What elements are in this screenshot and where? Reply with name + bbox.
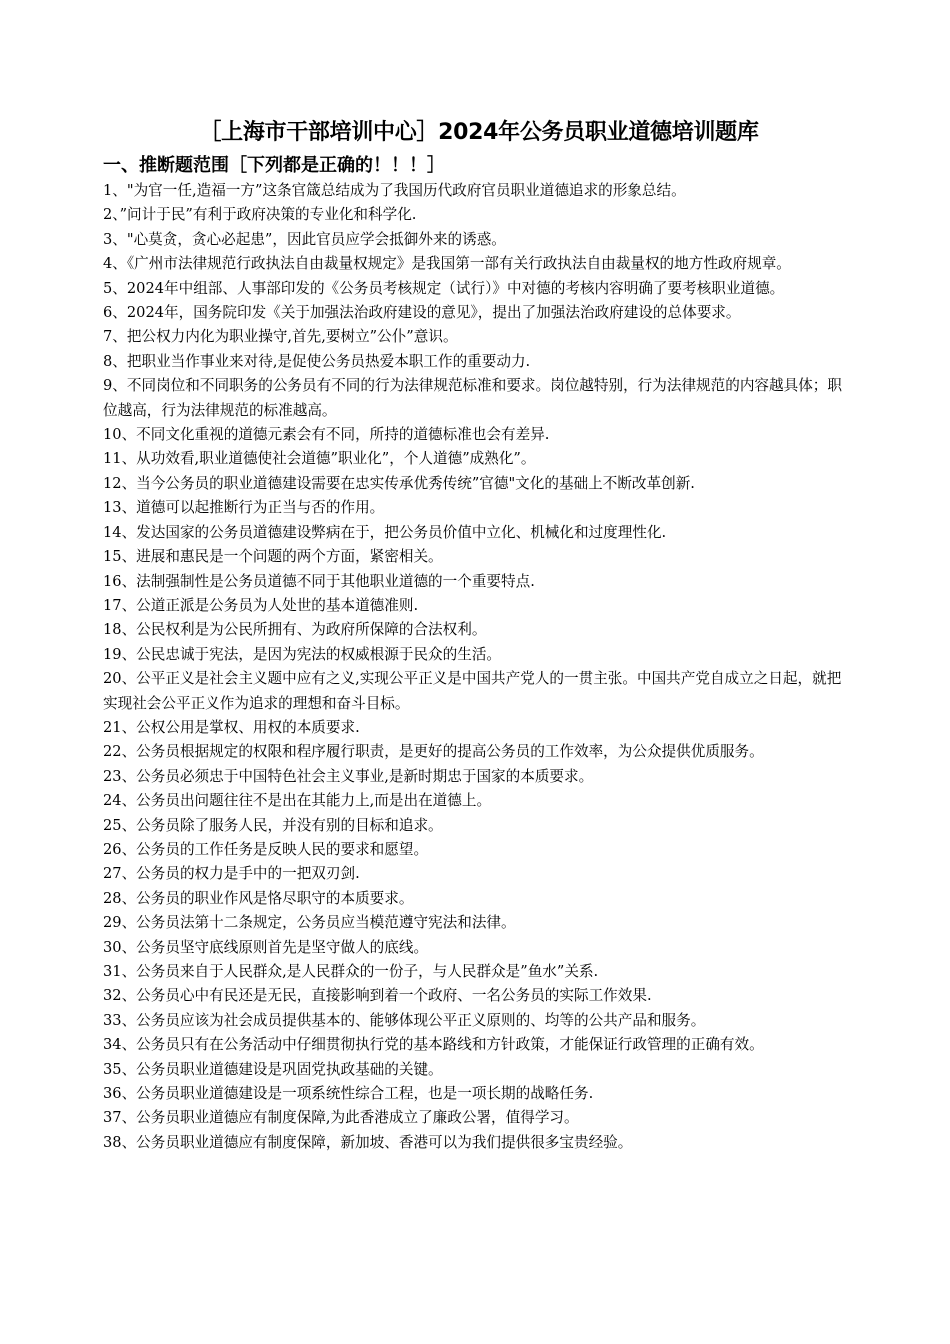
question-item: 17、公道正派是公务员为人处世的基本道德准则.: [103, 596, 419, 614]
document-title: ［上海市干部培训中心］2024年公务员职业道德培训题库: [199, 120, 759, 145]
question-item: 7、把公权力内化为职业操守,首先,要树立”公仆”意识。: [103, 328, 458, 346]
question-item: 4、《广州市法律规范行政执法自由裁量权规定》是我国第一部有关行政执法自由裁量权的地方性政府规章。: [103, 255, 791, 273]
question-item: 20、公平正义是社会主义题中应有之义,实现公平正义是中国共产党人的一贯主张。中国共产党自成立之日起，就把实现社会公平正义作为追求的理想和奋斗目标。: [103, 670, 842, 712]
question-item: 29、公务员法第十二条规定，公务员应当模范遵守宪法和法律。: [103, 914, 516, 932]
question-item: 26、公务员的工作任务是反映人民的要求和愿望。: [103, 840, 429, 858]
question-item: 30、公务员坚守底线原则首先是坚守做人的底线。: [103, 938, 429, 956]
question-item: 38、公务员职业道德应有制度保障，新加坡、香港可以为我们提供很多宝贵经验。: [103, 1133, 633, 1151]
question-list: [103, 179, 855, 1155]
question-item: 21、公权公用是掌权、用权的本质要求.: [103, 718, 360, 736]
question-item: 12、当今公务员的职业道德建设需要在忠实传承优秀传统”官德"文化的基础上不断改革创新.: [103, 474, 695, 492]
question-item: 13、道德可以起推断行为正当与否的作用。: [103, 499, 385, 517]
question-item: 19、公民忠诚于宪法，是因为宪法的权威根源于民众的生活。: [103, 645, 502, 663]
question-item: 10、不同文化重视的道德元素会有不同，所持的道德标准也会有差异.: [103, 426, 550, 444]
question-item: 11、从功效看,职业道德使社会道德”职业化”，个人道德”成熟化”。: [103, 450, 536, 468]
question-item: 34、公务员只有在公务活动中仔细贯彻执行党的基本路线和方针政策，才能保证行政管理的正确有效。: [103, 1036, 764, 1054]
question-item: 16、法制强制性是公务员道德不同于其他职业道德的一个重要特点.: [103, 572, 535, 590]
question-item: 36、公务员职业道德建设是一项系统性综合工程，也是一项长期的战略任务.: [103, 1085, 594, 1103]
question-item: 14、发达国家的公务员道德建设弊病在于，把公务员价值中立化、机械化和过度理性化.: [103, 523, 667, 541]
question-item: 37、公务员职业道德应有制度保障,为此香港成立了廉政公署，值得学习。: [103, 1109, 579, 1127]
question-item: 23、公务员必须忠于中国特色社会主义事业,是新时期忠于国家的本质要求。: [103, 767, 594, 785]
question-item: 15、进展和惠民是一个问题的两个方面，紧密相关。: [103, 548, 443, 566]
question-item: 8、把职业当作事业来对待,是促使公务员热爱本职工作的重要动力.: [103, 352, 531, 370]
question-item: 18、公民权利是为公民所拥有、为政府所保障的合法权利。: [103, 621, 487, 639]
question-item: 33、公务员应该为社会成员提供基本的、能够体现公平正义原则的、均等的公共产品和服务。: [103, 1011, 706, 1029]
question-item: 28、公务员的职业作风是恪尽职守的本质要求。: [103, 889, 414, 907]
question-item: 9、不同岗位和不同职务的公务员有不同的行为法律规范标准和要求。岗位越特别，行为法律规范的内容越具体；职位越高，行为法律规范的标准越高。: [103, 377, 842, 419]
document-page: [103, 118, 855, 1155]
question-item: 25、公务员除了服务人民，并没有别的目标和追求。: [103, 816, 443, 834]
question-item: 31、公务员来自于人民群众,是人民群众的一份子，与人民群众是”鱼水”关系.: [103, 963, 599, 980]
question-item: 3、"心莫贪，贪心必起患”，因此官员应学会抵御外来的诱惑。: [103, 230, 506, 248]
section-heading: 一、推断题范围［下列都是正确的！！！］: [103, 155, 445, 176]
question-item: 2、”问计于民”有利于政府决策的专业化和科学化.: [103, 206, 417, 224]
question-item: 1、"为官一任,造福一方”这条官箴总结成为了我国历代政府官员职业道德追求的形象总结。: [103, 182, 686, 199]
question-item: 6、2024年，国务院印发《关于加强法治政府建设的意见》，提出了加强法治政府建设的总体要求。: [103, 304, 741, 322]
question-item: 32、公务员心中有民还是无民，直接影响到着一个政府、一名公务员的实际工作效果.: [103, 987, 652, 1005]
question-item: 24、公务员出问题往往不是出在其能力上,而是出在道德上。: [103, 792, 492, 810]
question-item: 22、公务员根据规定的权限和程序履行职责，是更好的提高公务员的工作效率，为公众提供优质服务。: [103, 743, 764, 761]
question-item: 5、2024年中组部、人事部印发的《公务员考核规定（试行）》中对德的考核内容明确了要考核职业道德。: [103, 279, 785, 297]
question-item: 35、公务员职业道德建设是巩固党执政基础的关键。: [103, 1060, 443, 1078]
question-item: 27、公务员的权力是手中的一把双刃剑.: [103, 865, 360, 883]
